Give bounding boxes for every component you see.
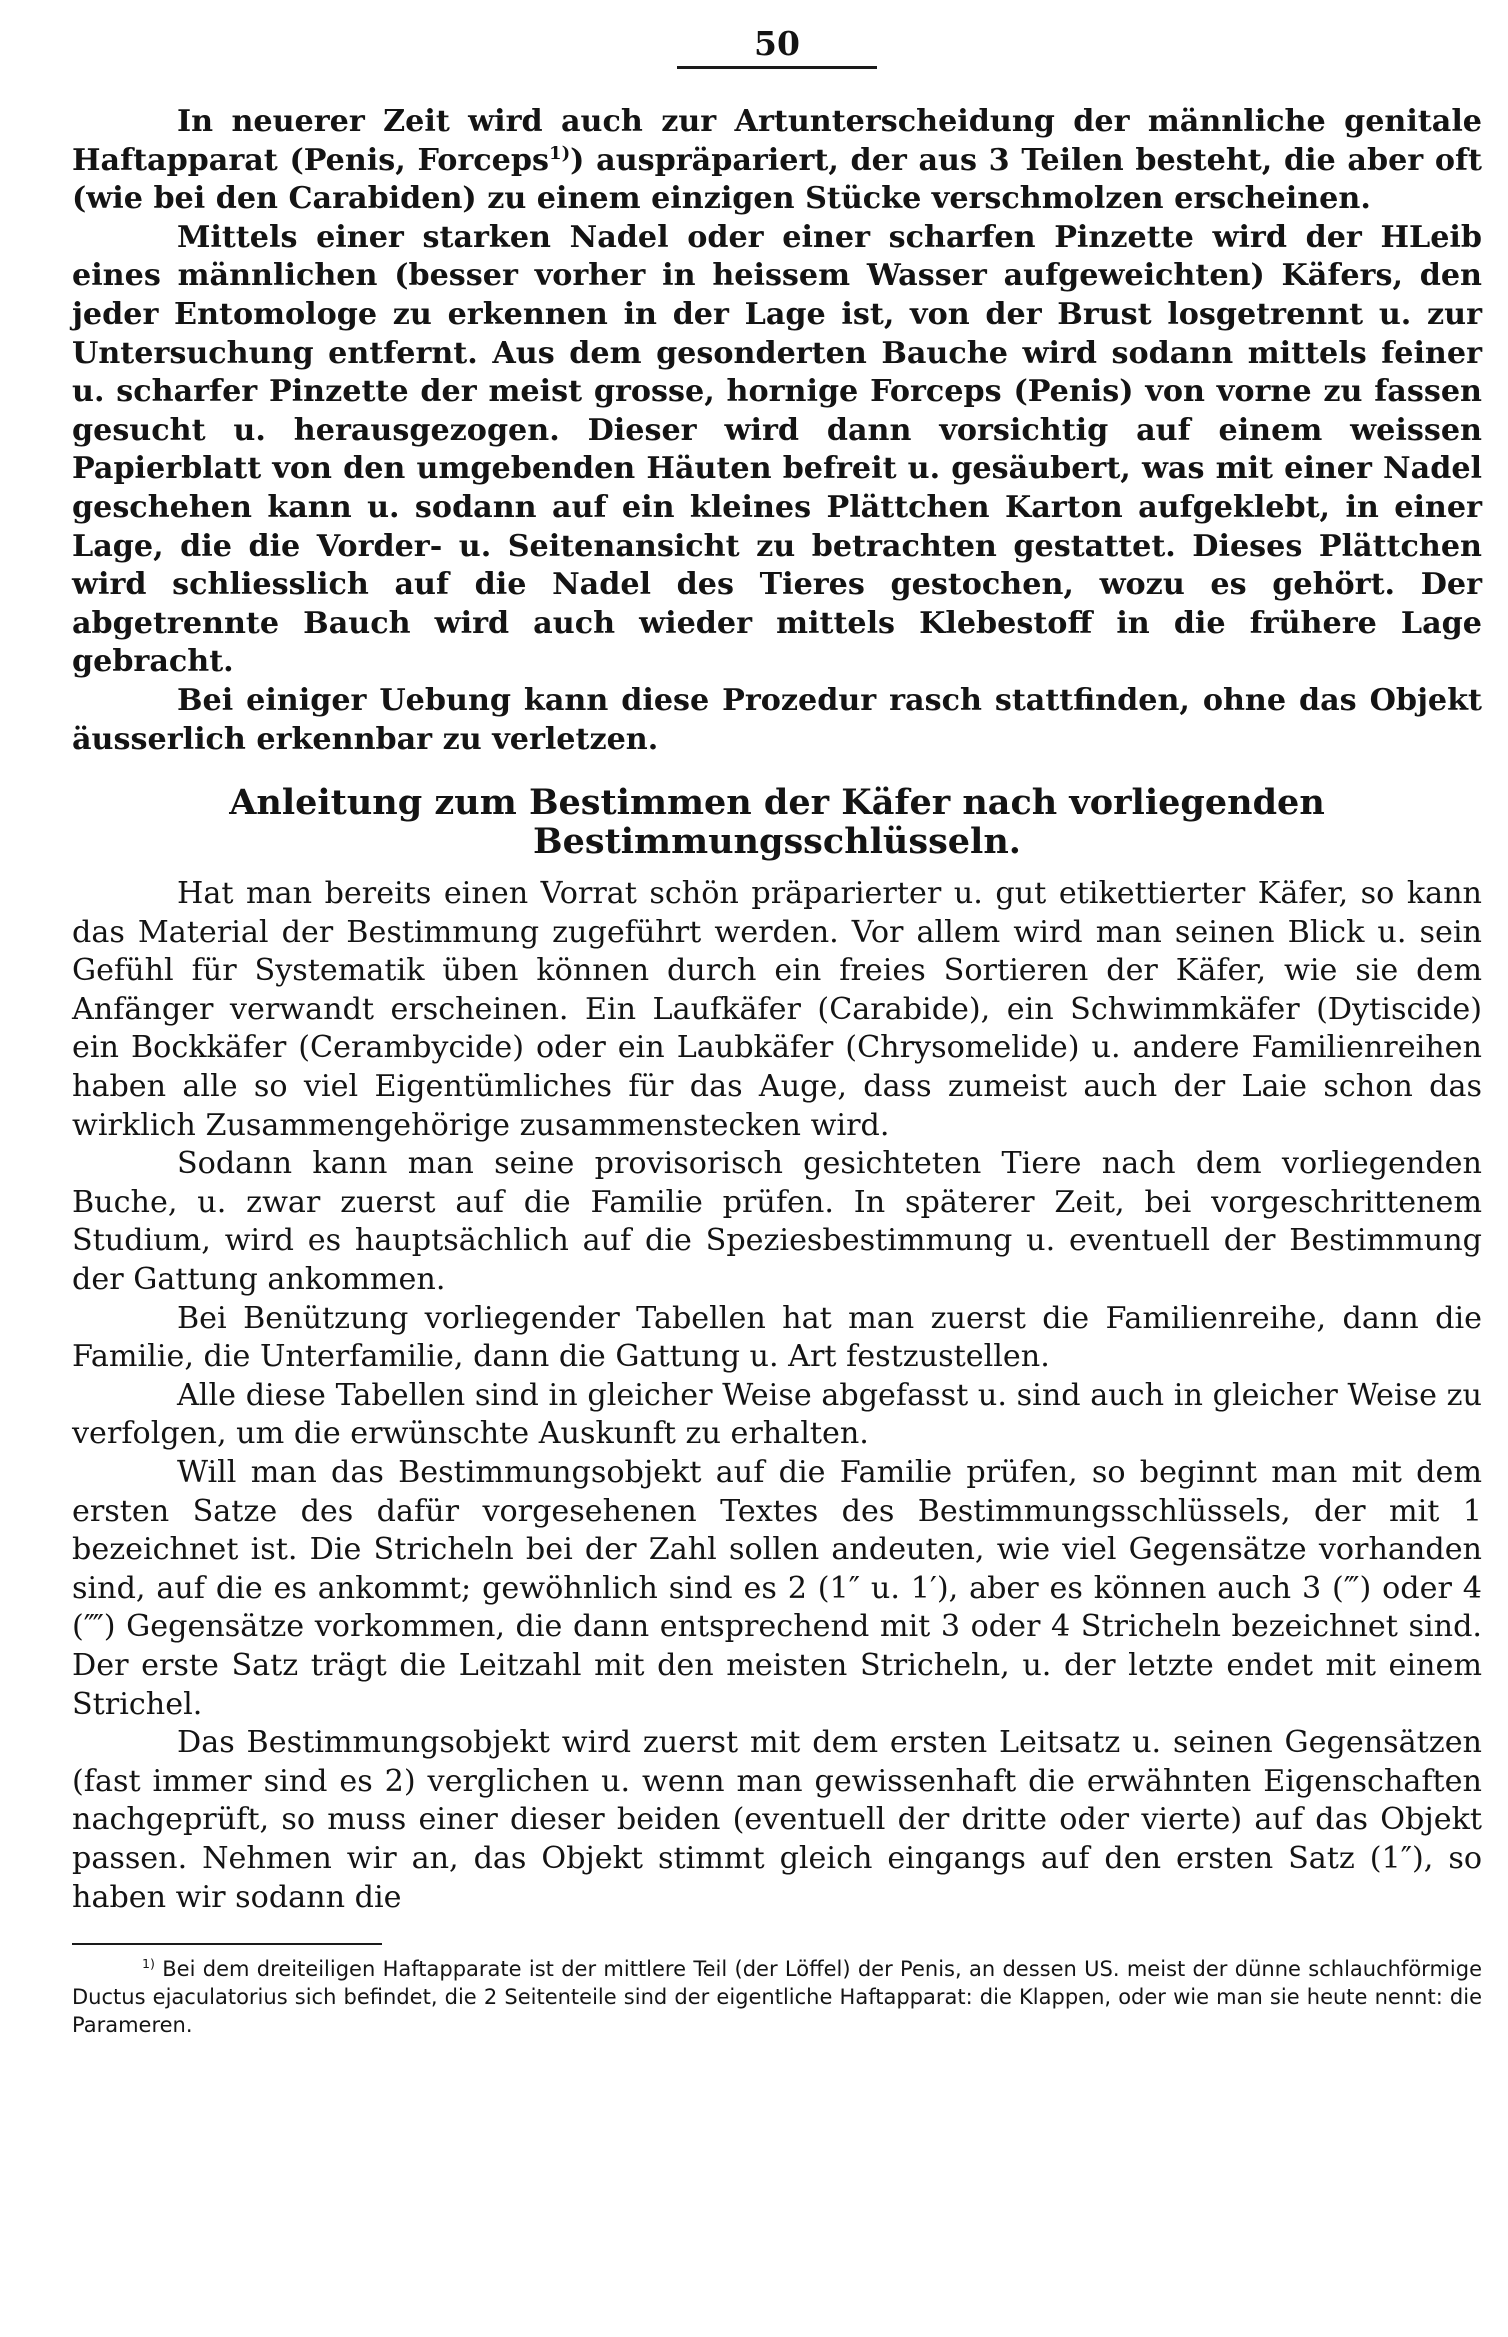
page-number: 50 bbox=[754, 24, 800, 63]
paragraph-9: Das Bestimmungsobjekt wird zuerst mit dem ersten Leitsatz u. seinen Gegensätzen (fast immer sind es 2) verglichen u. wenn man gewissenhaft die erwähnten Eigenschaften nachgeprüft, so muss einer dieser beiden (eventuell der dritte oder vierte) auf das Objekt passen. Nehmen wir an, das Objekt stimmt gleich eingangs auf den ersten Satz (1″), so haben wir sodann die bbox=[72, 1725, 1482, 1915]
page-number-rule bbox=[677, 66, 877, 69]
paragraph-2: Mittels einer starken Nadel oder einer scharfen Pinzette wird der HLeib eines männlichen (besser vorher in heissem Wasser aufgeweichten) Käfers, den jeder Entomologe zu erkennen in der Lage ist, von der Brust losgetrennt u. zur Untersuchung entfernt. Aus dem gesonderten Bauche wird sodann mittels feiner u. scharfer Pinzette der meist grosse, hornige Forceps (Penis) von vorne zu fassen gesucht u. herausgezogen. Dieser wird dann vorsichtig auf einem weissen Papierblatt von den umgebenden Häuten befreit u. gesäubert, was mit einer Nadel geschehen kann u. sodann auf ein kleines Plättchen Karton aufgeklebt, in einer Lage, die die Vorder- u. Seitenansicht zu betrachten gestattet. Dieses Plättchen wird schliesslich auf die Nadel des Tieres gestochen, wozu es gehört. Der abgetrennte Bauch wird auch wieder mittels Klebestoff in die frühere Lage gebracht. bbox=[72, 219, 1482, 680]
footnote-text: Bei dem dreiteiligen Haftapparate ist der mittlere Teil (der Löffel) der Penis, an dessen US. meist der dünne schlauchförmige Ductus ejaculatorius sich befindet, die 2 Seitenteile sind der eigentliche Haftapparat: die Klappen, oder wie man sie heute nennt: die Parameren. bbox=[72, 1957, 1482, 2038]
book-page bbox=[72, 24, 1482, 2324]
paragraph-6: Bei Benützung vorliegender Tabellen hat man zuerst die Familienreihe, dann die Familie, die Unterfamilie, dann die Gattung u. Art festzustellen. bbox=[72, 1300, 1482, 1375]
paragraph-1 bbox=[72, 103, 1482, 219]
paragraph-5: Sodann kann man seine provisorisch gesichteten Tiere nach dem vorliegenden Buche, u. zwar zuerst auf die Familie prüfen. In späterer Zeit, bei vorgeschrittenem Studium, wird es hauptsächlich auf die Speziesbestimmung u. eventuell der Bestimmung der Gattung ankommen. bbox=[72, 1146, 1482, 1298]
footnote-marker: 1) bbox=[142, 1956, 155, 1972]
section-heading: Anleitung zum Bestimmen der Käfer nach vorliegenden Bestimmungsschlüsseln. bbox=[229, 782, 1325, 863]
paragraph-1-continuation: ) auspräpariert, der aus 3 Teilen besteht, die aber oft (wie bei den Carabiden) zu einem einzigen Stücke verschmolzen erscheinen. bbox=[72, 142, 1482, 217]
footnote bbox=[72, 1955, 1482, 2039]
paragraph-3: Bei einiger Uebung kann diese Prozedur rasch stattfinden, ohne das Objekt äusserlich erkennbar zu verletzen. bbox=[72, 682, 1482, 757]
paragraph-4: Hat man bereits einen Vorrat schön präparierter u. gut etikettierter Käfer, so kann das Material der Bestimmung zugeführt werden. Vor allem wird man seinen Blick u. sein Gefühl für Systematik üben können durch ein freies Sortieren der Käfer, wie sie dem Anfänger verwandt erscheinen. Ein Laufkäfer (Carabide), ein Schwimmkäfer (Dytiscide) ein Bockkäfer (Cerambycide) oder ein Laubkäfer (Chrysomelide) u. andere Familienreihen haben alle so viel Eigentümliches für das Auge, dass zumeist auch der Laie schon das wirklich Zusammengehörige zusammenstecken wird. bbox=[72, 876, 1482, 1143]
paragraph-8: Will man das Bestimmungsobjekt auf die Familie prüfen, so beginnt man mit dem ersten Satze des dafür vorgesehenen Textes des Bestimmungsschlüssels, der mit 1 bezeichnet ist. Die Stricheln bei der Zahl sollen andeuten, wie viel Gegensätze vorhanden sind, auf die es ankommt; gewöhnlich sind es 2 (1″ u. 1′), aber es können auch 3 (‴) oder 4 (⁗) Gegensätze vorkommen, die dann entsprechend mit 3 oder 4 Stricheln bezeichnet sind. Der erste Satz trägt die Leitzahl mit den meisten Stricheln, u. der letzte endet mit einem Strichel. bbox=[72, 1455, 1482, 1722]
paragraph-7: Alle diese Tabellen sind in gleicher Weise abgefasst u. sind auch in gleicher Weise zu verfolgen, um die erwünschte Auskunft zu erhalten. bbox=[72, 1377, 1482, 1452]
paragraph-1-text: In neuerer Zeit wird auch zur Artunterscheidung der männliche genitale Haftapparat (Penis, Forceps bbox=[72, 104, 1482, 178]
body-text bbox=[72, 103, 1482, 1917]
footnote-reference: 1) bbox=[548, 142, 571, 164]
footnote-divider bbox=[72, 1943, 382, 1945]
